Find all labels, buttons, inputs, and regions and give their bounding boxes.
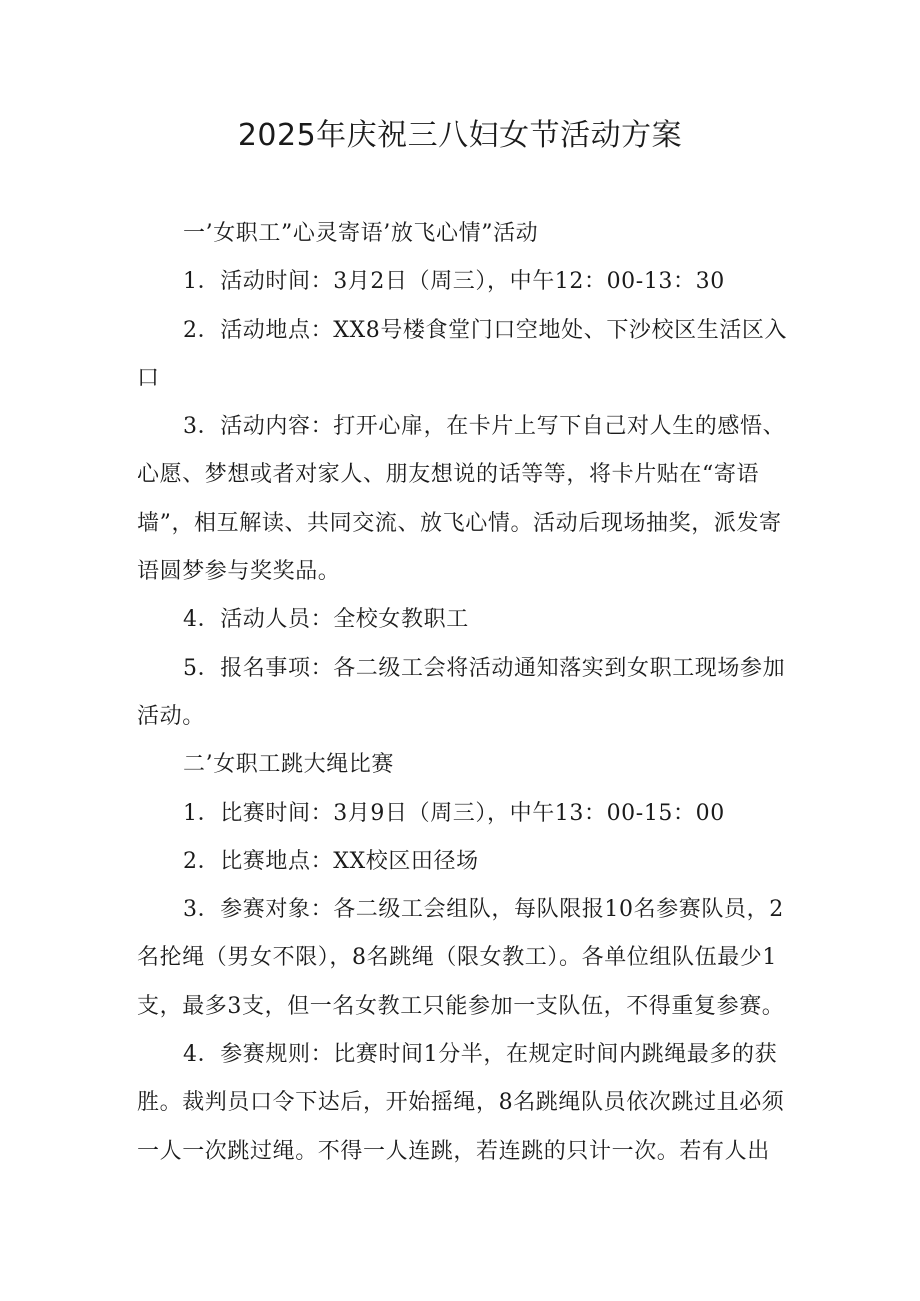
section-two-heading: 二’女职工跳大绳比赛 [183, 752, 394, 778]
section-one-item-location: 2．活动地点：XX8号楼食堂门口空地处、下沙校区生活区入口 [137, 317, 788, 391]
section-one-item-participants: 4．活动人员：全校女教职工 [183, 607, 469, 633]
document-title: 2025年庆祝三八妇女节活动方案 [237, 118, 683, 153]
section-one-heading: 一’女职工”心灵寄语’放飞心情”活动 [183, 221, 539, 246]
document-body [137, 210, 797, 1176]
section-one-item-registration: 5．报名事项：各二级工会将活动通知落实到女职工现场参加活动。 [137, 655, 786, 729]
section-two-item-participants: 3．参赛对象：各二级工会组队，每队限报10名参赛队员，2名抡绳（男女不限），8名跳绳（限女教工）。各单位组队伍最少1支，最多3支，但一名女教工只能参加一支队伍，不得重复参赛。 [137, 897, 785, 1019]
section-two-item-location: 2．比赛地点：XX校区田径场 [183, 848, 479, 874]
section-two-item-rules: 4．参赛规则：比赛时间1分半，在规定时间内跳绳最多的获胜。裁判员口令下达后，开始摇绳，8名跳绳队员依次跳过且必须一人一次跳过绳。不得一人连跳，若连跳的只计一次。若有人出 [137, 1042, 785, 1164]
section-one-item-content: 3．活动内容：打开心扉，在卡片上写下自己对人生的感悟、心愿、梦想或者对家人、朋友想说的话等等，将卡片贴在“寄语墙”，相互解读、共同交流、放飞心情。活动后现场抽奖，派发寄语圆梦参与奖奖品。 [137, 414, 786, 585]
section-one-item-time: 1．活动时间：3月2日（周三），中午12：00-13：30 [183, 269, 725, 295]
section-two-item-time: 1．比赛时间：3月9日（周三），中午13：00-15：00 [183, 800, 725, 826]
